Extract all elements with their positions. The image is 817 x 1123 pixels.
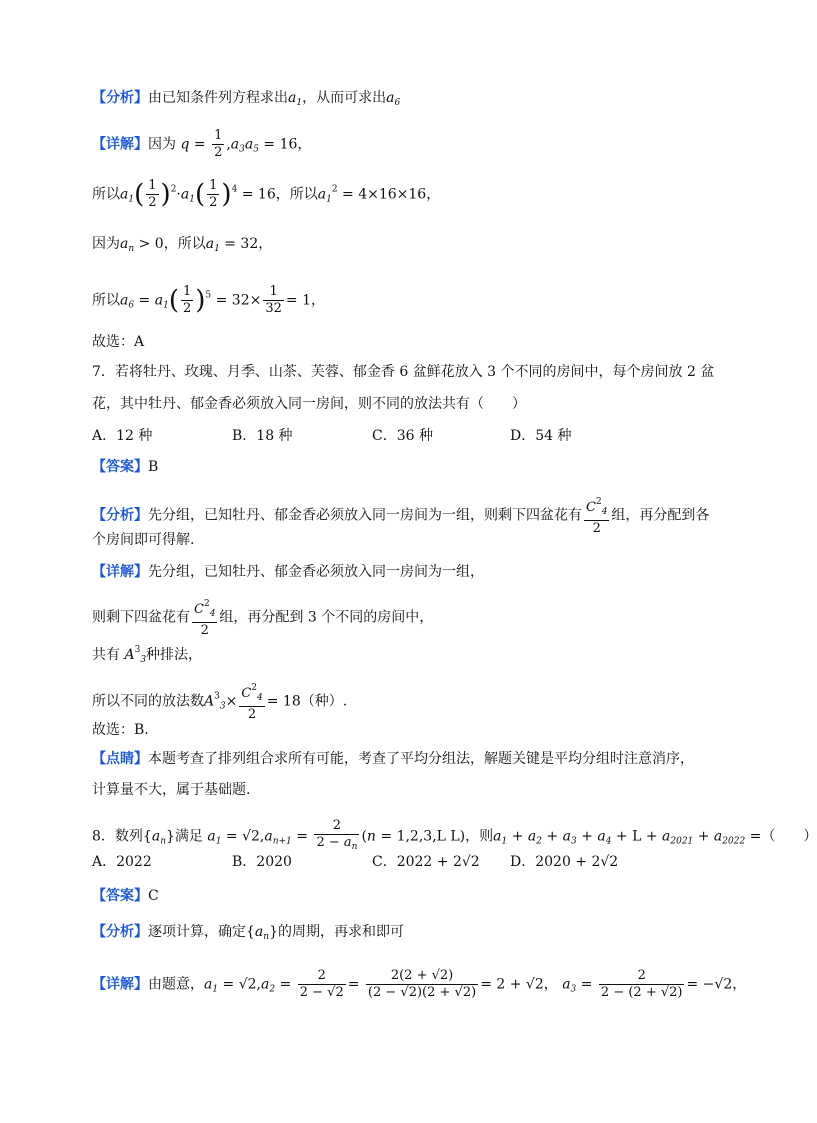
- q8-option-b: B．2020: [232, 854, 292, 870]
- q6-line5: 所以$a_6 = a_1$( $\frac{1}{2}$ )$^5$ = 32× $\frac{1}{32}$ = 1，: [92, 284, 325, 316]
- q8-analysis-line: 【分析】逐项计算，确定$\{a_n\}$的周期，再求和即可: [92, 924, 404, 942]
- q7-detail-line-4: 所以不同的放法数$A^3_3\times$ $\frac{C^2_4}{2}$ = 18（种）.: [92, 680, 347, 723]
- q8-option-c: C．2022 + 2√2: [372, 854, 480, 870]
- q7-comment-line: 【点睛】本题考查了排列组合求所有可能，考查了平均分组法，解题关键是平均分组时注意消序，: [92, 751, 694, 767]
- q7-detail-line-3: 共有 $A^3_3$种排法，: [92, 645, 203, 665]
- q8-answer-line: 【答案】C: [92, 888, 159, 904]
- q7-analysis-line-2: 个房间即可得解.: [92, 532, 195, 548]
- q6-analysis-text-b: ，从而可求出: [302, 90, 387, 106]
- q8-answer: C: [148, 888, 159, 904]
- q6-line4: 因为$a_n > 0$，所以$a_1 = 32$，: [92, 236, 273, 254]
- q8-option-d: D．2020 + 2√2: [510, 854, 619, 870]
- q7-comment-line-2: 计算量不大，属于基础题.: [92, 782, 251, 798]
- q6-detail-line: 【详解】因为 q = $\frac{1}{2}$ $,a_3a_5 = 16$，: [92, 128, 312, 160]
- q7-detail-line: 【详解】先分组，已知牡丹、郁金香必须放入同一房间为一组，: [92, 564, 484, 580]
- q7-option-d: D．54 种: [510, 428, 572, 444]
- q7-stem-2: 花，其中牡丹、郁金香必须放入同一房间，则不同的放法共有（ ）: [92, 396, 526, 412]
- q7-answer-line: 【答案】B: [92, 459, 159, 475]
- q7-option-a: A．12 种: [92, 428, 153, 444]
- q6-choose: 故选：A: [92, 334, 145, 350]
- q7-option-c: C．36 种: [372, 428, 433, 444]
- q8-option-a: A．2022: [92, 854, 152, 870]
- q7-detail-line-2: 则剩下四盆花有 $\frac{C^2_4}{2}$ 组，再分配到 3 个不同的房间中，: [92, 596, 433, 639]
- q8-stem: 8．数列$\{a_n\}$满足 $a_1 = √2,a_{n+1}$ = $\frac{2}{2 - a_n}$ (n = 1,2,3,L L)，则$a_1 + a_2 + a_3 + a_4 + L + a_{2021} + a_{2022}$ =（ ）: [92, 818, 817, 852]
- q6-analysis-text-a: 由已知条件列方程求出: [148, 90, 288, 106]
- q7-analysis-line: 【分析】先分组，已知牡丹、郁金香必须放入同一房间为一组，则剩下四盆花有 $\frac{C^2_4}{2}$ 组，再分配到各: [92, 494, 709, 537]
- analysis-tag: 【分析】: [92, 90, 148, 106]
- q6-line3: 所以$a_1$( $\frac{1}{2}$ )$^2\cdot a_1$( $\frac{1}{2}$ )$^4$ = 16，所以$a_1^2 = 4\times 16\times 16$，: [92, 178, 441, 210]
- q7-choose: 故选：B.: [92, 722, 149, 738]
- q7-option-b: B．18 种: [232, 428, 293, 444]
- detail-tag: 【详解】: [92, 136, 148, 153]
- q7-answer: B: [148, 459, 159, 475]
- q8-detail-line: 【详解】由题意，$a_1 = √2,a_2$ = $\frac{2}{2 - √2}$ = $\frac{2(2 + √2)}{(2 - √2)(2 + √2)}$ = 2 + √2， $a_3$ = $\frac{2}{2 - (2 + √2)}$ = −√2，: [92, 968, 747, 1000]
- q6-analysis-line: 【分析】由已知条件列方程求出$a_1$，从而可求出$a_6$: [92, 90, 401, 108]
- q7-stem-1: 7．若将牡丹、玫瑰、月季、山茶、芙蓉、郁金香 6 盆鲜花放入 3 个不同的房间中，每个房间放 2 盆: [92, 364, 715, 380]
